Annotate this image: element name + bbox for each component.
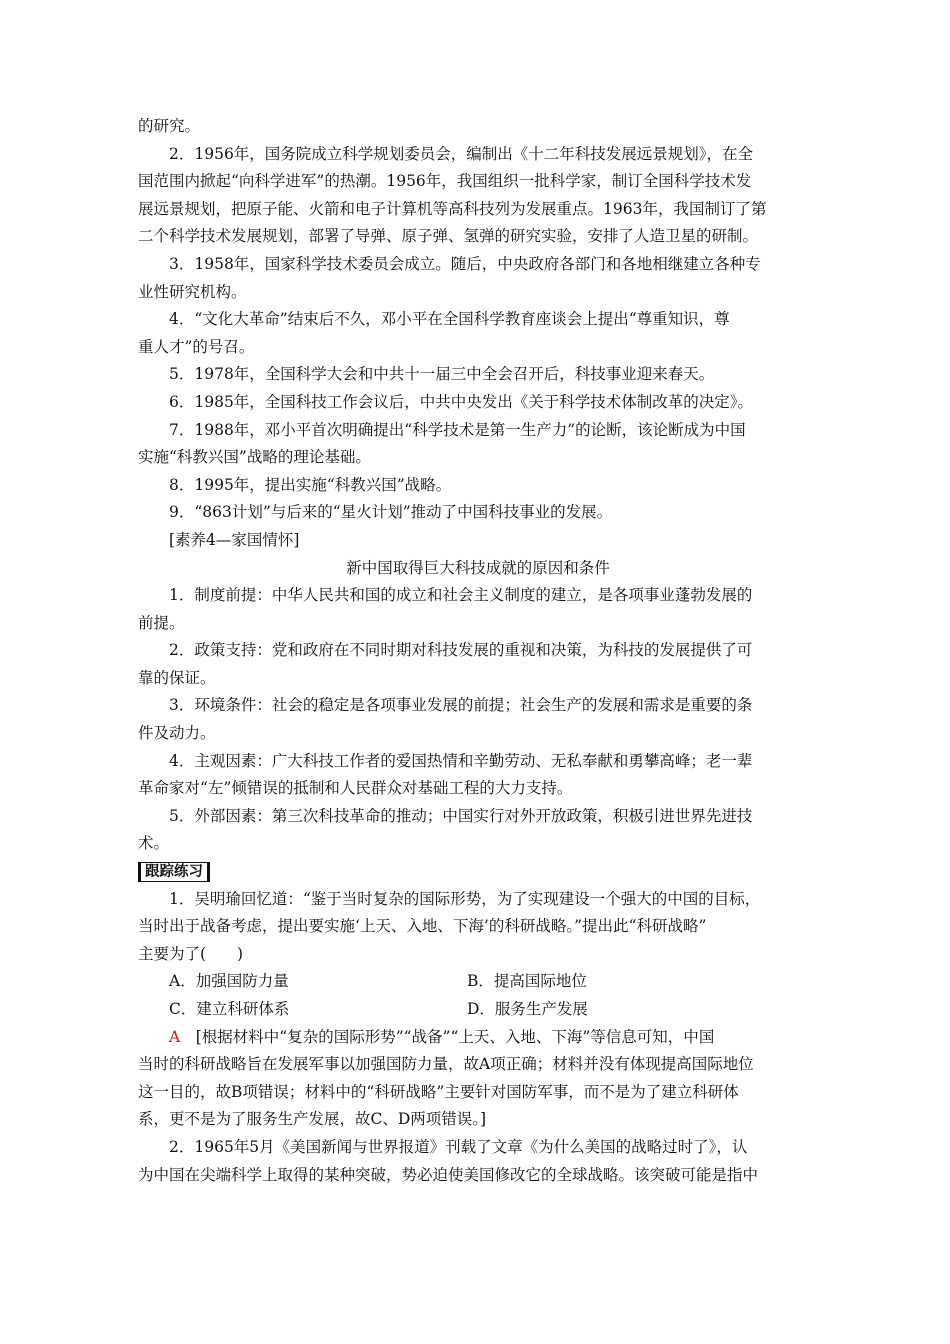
timeline-line: 二个科学技术发展规划，部署了导弹、原子弹、氢弹的研究实验，安排了人造卫星的研制。 xyxy=(138,227,759,246)
answer-line: 系，更不是为了服务生产发展，故C、D两项错误。] xyxy=(138,1110,487,1129)
timeline-line: 9．“863计划”与后来的“星火计划”推动了中国科技事业的发展。 xyxy=(169,503,613,522)
reason-line: 革命家对“左”倾错误的抵制和人民群众对基础工程的大力支持。 xyxy=(138,779,573,798)
timeline-line: [素养4—家国情怀] xyxy=(169,530,300,549)
question-2-line: 2．1965年5月《美国新闻与世界报道》刊载了文章《为什么美国的战略过时了》，认 xyxy=(169,1137,748,1156)
option-d[interactable]: D．服务生产发展 xyxy=(467,1000,588,1018)
options-row-1 xyxy=(138,968,818,996)
timeline-line: 7．1988年，邓小平首次明确提出“科学技术是第一生产力”的论断，该论断成为中国 xyxy=(169,420,746,439)
timeline-line: 6．1985年，全国科技工作会议后，中共中央发出《关于科学技术体制改革的决定》。 xyxy=(169,392,754,411)
reason-line: 靠的保证。 xyxy=(138,668,216,687)
question-1-line: 当时出于战备考虑，提出要实施‘上天、入地、下海’的科研战略。”提出此“科研战略” xyxy=(138,917,707,936)
answer-explanation xyxy=(138,1024,818,1134)
answer-line: 这一目的，故B项错误；材料中的“科研战略”主要针对国防军事，而不是为了建立科研体 xyxy=(138,1082,739,1101)
answer-line: 当时的科研战略旨在发展军事以加强国防力量，故A项正确；材料并没有体现提高国际地位 xyxy=(138,1055,754,1074)
timeline-line: 国范围内掀起“向科学进军”的热潮。1956年，我国组织一批科学家，制订全国科学技术发 xyxy=(138,172,752,191)
question-2-line: 为中国在尖端科学上取得的某种突破，势必迫使美国修改它的全球战略。该突破可能是指中 xyxy=(138,1165,759,1184)
reason-line: 3．环境条件：社会的稳定是各项事业发展的前提；社会生产的发展和需求是重要的条 xyxy=(169,696,753,715)
option-a[interactable]: A．加强国防力量 xyxy=(169,972,289,991)
answer-letter: A xyxy=(169,1027,181,1046)
timeline-line: 实施“科教兴国”战略的理论基础。 xyxy=(138,448,371,467)
question-1-line: 1．吴明瑜回忆道：“鉴于当时复杂的国际形势，为了实现建设一个强大的中国的目标， xyxy=(169,889,761,908)
timeline-line: 2．1956年，国务院成立科学规划委员会，编制出《十二年科技发展远景规划》，在全 xyxy=(169,144,754,163)
option-b[interactable]: B．提高国际地位 xyxy=(467,972,587,991)
reason-line: 件及动力。 xyxy=(138,724,216,743)
timeline-line: 5．1978年，全国科学大会和中共十一届三中全会召开后，科技事业迎来春天。 xyxy=(169,365,715,384)
section-title: 新中国取得巨大科技成就的原因和条件 xyxy=(346,558,610,577)
question-1-line: 主要为了( ) xyxy=(138,944,244,963)
option-c[interactable]: C．建立科研体系 xyxy=(169,1000,290,1018)
timeline-line: 重人才”的号召。 xyxy=(138,337,255,356)
reasons-section xyxy=(138,582,818,858)
question-1 xyxy=(138,886,818,969)
reason-line: 1．制度前提：中华人民共和国的成立和社会主义制度的建立，是各项事业蓬勃发展的 xyxy=(169,586,753,605)
answer-line xyxy=(138,1024,818,1052)
timeline-line: 业性研究机构。 xyxy=(138,282,247,301)
timeline-line: 3．1958年，国家科学技术委员会成立。随后，中央政府各部门和各地相继建立各种专 xyxy=(169,254,761,273)
reason-line: 术。 xyxy=(138,834,170,853)
reason-line: 5．外部因素：第三次科技革命的推动；中国实行对外开放政策，积极引进世界先进技 xyxy=(169,806,753,825)
practice-header xyxy=(138,858,818,886)
document-page xyxy=(138,113,818,1189)
question-2 xyxy=(138,1134,818,1189)
practice-tag: 跟踪练习 xyxy=(138,862,210,882)
answer-text: [根据材料中“复杂的国际形势”“战备”“上天、入地、下海”等信息可知，中国 xyxy=(195,1027,715,1046)
timeline-line: 展远景规划，把原子能、火箭和电子计算机等高科技列为发展重点。1963年，我国制订了第 xyxy=(138,199,767,218)
history-timeline-section xyxy=(138,113,818,555)
reason-line: 2．政策支持：党和政府在不同时期对科技发展的重视和决策，为科技的发展提供了可 xyxy=(169,641,753,660)
timeline-line: 4．“文化大革命”结束后不久，邓小平在全国科学教育座谈会上提出“尊重知识，尊 xyxy=(169,310,730,329)
reason-line: 4．主观因素：广大科技工作者的爱国热情和辛勤劳动、无私奉献和勇攀高峰；老一辈 xyxy=(169,751,753,770)
reason-line: 前提。 xyxy=(138,613,185,632)
options-row-2 xyxy=(138,996,818,1024)
timeline-line: 8．1995年，提出实施“科教兴国”战略。 xyxy=(169,475,452,494)
timeline-line: 的研究。 xyxy=(138,117,201,135)
